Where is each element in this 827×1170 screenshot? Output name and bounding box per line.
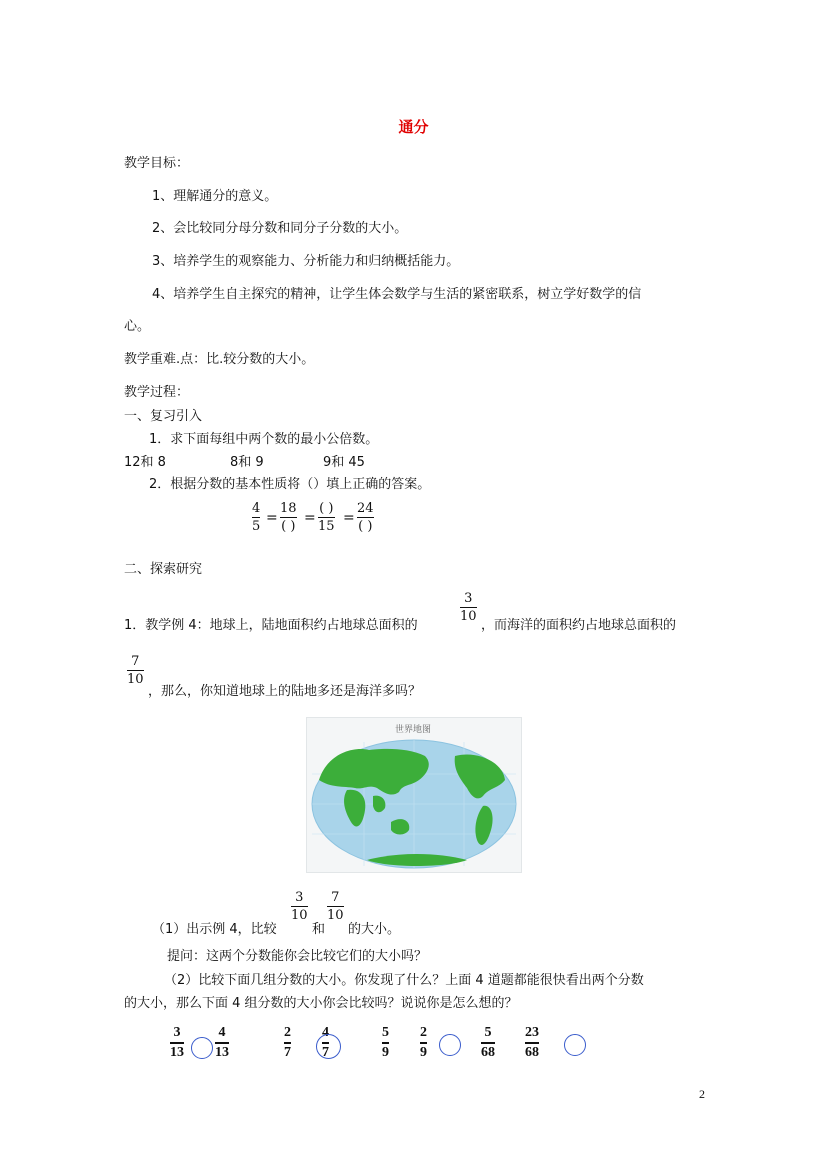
step1-text-a: （1）出示例 4，比较 [152,922,277,937]
example-text-c: ，那么，你知道地球上的陆地多还是海洋多吗？ [148,684,422,699]
step2-line-1: （2）比较下面几组分数的大小。你发现了什么？上面 4 道题都能很快看出两个分数 [164,973,644,988]
page-number: 2 [699,1087,705,1101]
world-map-image [306,717,522,873]
eq-fraction-1: 4 5 [252,501,261,534]
equals-sign: = [266,510,278,526]
step1-text-b: 和 [312,922,326,937]
answer-circle[interactable] [564,1034,586,1056]
fraction-7-10: 7 10 [127,654,144,687]
eq-fraction-2: 18 ( ) [280,501,297,534]
objective-4-cont: 心。 [124,319,151,334]
objective-2: 2、会比较同分母分数和同分子分数的大小。 [152,221,408,236]
eq-fraction-3: ( ) 15 [318,501,335,534]
compare-fraction: 2 9 [420,1025,427,1060]
example-text-a: 1．教学例 4：地球上，陆地面积约占地球总面积的 [124,618,418,633]
step1-text-c: 的大小。 [348,922,401,937]
compare-fraction: 5 9 [382,1025,389,1060]
compare-fraction: 2 7 [284,1025,291,1060]
section1-heading: 一、复习引入 [124,409,203,424]
objective-3: 3、培养学生的观察能力、分析能力和归纳概括能力。 [152,254,460,269]
page-title: 通分 [398,118,429,136]
answer-circle[interactable] [191,1037,213,1059]
eq-fraction-4: 24 ( ) [357,501,374,534]
objectives-heading: 教学目标： [124,156,190,171]
map-title: 世界地图 [395,725,432,735]
section2-heading: 二、探索研究 [124,562,203,577]
objective-4: 4、培养学生自主探究的精神，让学生体会数学与生活的紧密联系，树立学好数学的信 [152,287,642,302]
compare-fraction: 4 13 [215,1025,229,1060]
fraction-3-10-compare: 3 10 [291,890,308,923]
fraction-7-10-compare: 7 10 [327,890,344,923]
compare-fraction: 4 7 [322,1025,329,1060]
compare-fraction: 5 68 [481,1025,495,1060]
objective-1: 1、理解通分的意义。 [152,189,278,204]
fraction-3-10: 3 10 [460,591,477,624]
equals-sign: = [304,510,316,526]
compare-fraction: 23 68 [525,1025,539,1060]
review-question-2: 2．根据分数的基本性质将（）填上正确的答案。 [149,477,431,492]
question-text: 提问：这两个分数能你会比较它们的大小吗？ [167,949,428,964]
answer-circle[interactable] [439,1034,461,1056]
process-heading: 教学过程： [124,385,190,400]
review-question-1: 1．求下面每组中两个数的最小公倍数。 [149,432,379,447]
compare-fraction: 3 13 [170,1025,184,1060]
example-text-b: ，而海洋的面积约占地球总面积的 [481,618,677,633]
step2-line-2: 的大小，那么下面 4 组分数的大小你会比较吗？说说你是怎么想的？ [124,996,518,1011]
answer-circle[interactable] [316,1034,341,1059]
lcm-pair-1: 12和 8 [124,455,166,470]
lcm-pair-3: 9和 45 [323,455,365,470]
lcm-pair-2: 8和 9 [230,455,264,470]
equals-sign: = [343,510,355,526]
world-map-svg [307,718,521,872]
key-point: 教学重难.点：比.较分数的大小。 [124,352,315,367]
